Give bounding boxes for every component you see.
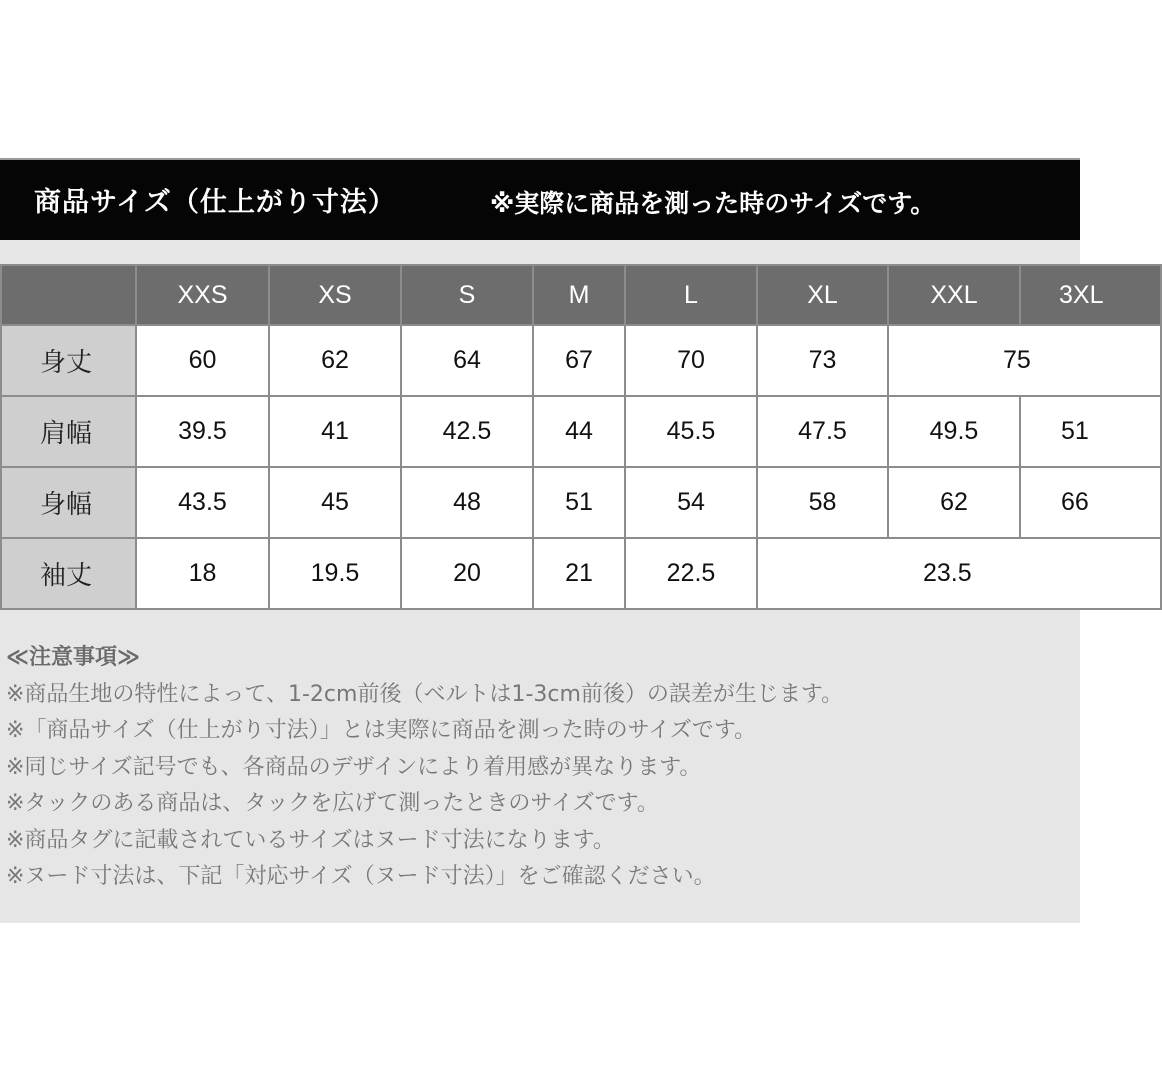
table-cell: 66 [1020, 467, 1161, 538]
notes-title: ≪注意事項≫ [6, 645, 141, 670]
size-head-xs: XS [269, 265, 401, 325]
row-label-katahaba: 肩幅 [1, 396, 136, 467]
table-cell: 45 [269, 467, 401, 538]
note-line: ※タックのある商品は、タックを広げて測ったときのサイズです。 [6, 791, 659, 816]
table-cell: 62 [888, 467, 1020, 538]
table-cell: 23.5 [757, 538, 1161, 609]
table-row [1, 396, 1161, 467]
table-row [1, 325, 1161, 396]
table-cell: 62 [269, 325, 401, 396]
table-cell: 70 [625, 325, 757, 396]
table-cell: 67 [533, 325, 625, 396]
table-cell: 22.5 [625, 538, 757, 609]
header-note: ※実際に商品を測った時のサイズです。 [490, 189, 936, 218]
table-cell: 54 [625, 467, 757, 538]
table-cell: 20 [401, 538, 533, 609]
size-head-xxl: XXL [888, 265, 1020, 325]
table-cell: 58 [757, 467, 888, 538]
size-head-m: M [533, 265, 625, 325]
table-cell: 18 [136, 538, 269, 609]
table-cell: 48 [401, 467, 533, 538]
table-cell: 19.5 [269, 538, 401, 609]
size-head-xxs: XXS [136, 265, 269, 325]
size-table-wrapper [0, 264, 1104, 616]
note-line: ※商品生地の特性によって、1-2cm前後（ベルトは1-3cm前後）の誤差が生じます。 [6, 681, 844, 707]
table-cell: 75 [888, 325, 1161, 396]
size-head-xl: XL [757, 265, 888, 325]
table-cell: 73 [757, 325, 888, 396]
table-cell: 43.5 [136, 467, 269, 538]
table-row [1, 538, 1161, 609]
header-title: 商品サイズ（仕上がり寸法） [34, 187, 396, 218]
table-cell: 21 [533, 538, 625, 609]
table-cell: 51 [1020, 396, 1161, 467]
table-cell: 47.5 [757, 396, 888, 467]
note-line: ※同じサイズ記号でも、各商品のデザインにより着用感が異なります。 [6, 754, 702, 780]
size-head-l: L [625, 265, 757, 325]
table-row [1, 467, 1161, 538]
notes-section [6, 640, 1076, 896]
size-chart-header [0, 158, 1080, 240]
row-label-mihaba: 身幅 [1, 467, 136, 538]
table-cell: 45.5 [625, 396, 757, 467]
top-blank-area [0, 0, 1080, 158]
table-cell: 51 [533, 467, 625, 538]
size-table [0, 264, 1162, 610]
table-cell: 60 [136, 325, 269, 396]
size-head-s: S [401, 265, 533, 325]
table-cell: 42.5 [401, 396, 533, 467]
table-cell: 64 [401, 325, 533, 396]
row-label-sodetake: 袖丈 [1, 538, 136, 609]
note-line: ※商品タグに記載されているサイズはヌード寸法になります。 [6, 827, 615, 853]
table-cell: 49.5 [888, 396, 1020, 467]
size-head-3xl: 3XL [1020, 265, 1161, 325]
note-line: ※「商品サイズ（仕上がり寸法）」とは実際に商品を測った時のサイズです。 [6, 718, 757, 743]
row-label-shintake: 身丈 [1, 325, 136, 396]
note-line: ※ヌード寸法は、下記「対応サイズ（ヌード寸法）」をご確認ください。 [6, 864, 716, 889]
table-cell: 39.5 [136, 396, 269, 467]
size-header-row [1, 265, 1161, 325]
table-cell: 44 [533, 396, 625, 467]
table-corner-cell [1, 265, 136, 325]
table-cell: 41 [269, 396, 401, 467]
